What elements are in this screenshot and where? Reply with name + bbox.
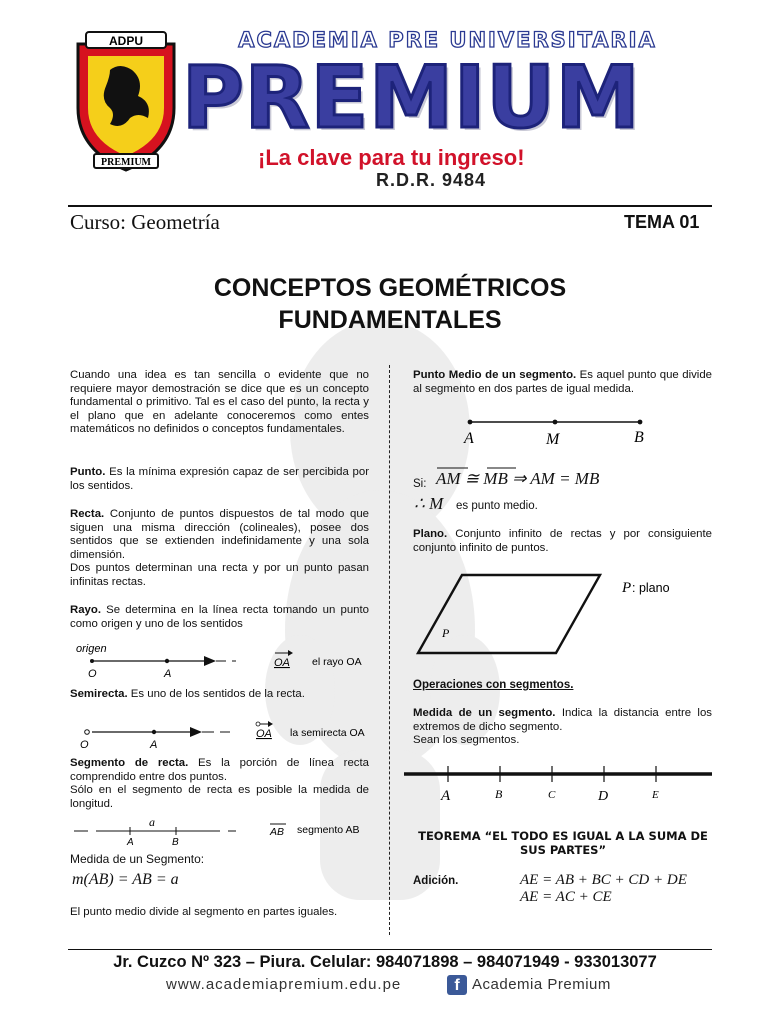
- teorema-heading: [413, 829, 713, 857]
- footer-address: Jr. Cuzco Nº 323 – Piura. Celular: 984071898 – 984071949 - 933013077: [113, 953, 657, 971]
- plano-P-label: P: [622, 580, 632, 596]
- segment-point-C: C: [548, 789, 556, 801]
- segment-point-A: A: [441, 788, 451, 804]
- medida-segmento-term: Medida de un segmento.: [413, 707, 556, 719]
- pm-B-label: B: [634, 429, 644, 446]
- header-divider: [68, 205, 712, 207]
- rayo-definition: [70, 604, 369, 631]
- rayo-A-label: A: [164, 668, 172, 680]
- title-line-1: CONCEPTOS GEOMÉTRICOS: [213, 274, 567, 302]
- es-punto-medio: es punto medio.: [456, 500, 538, 512]
- column-divider: [389, 365, 390, 935]
- segment-point-B: B: [495, 787, 503, 801]
- punto-medio-formula: AM ≅ MB ⇒ AM = MB: [436, 469, 600, 488]
- rdr-number: R.D.R. 9484: [376, 170, 487, 190]
- segmento-definition: [70, 757, 369, 811]
- footer-website[interactable]: www.academiapremium.edu.pe: [166, 976, 402, 993]
- punto-term: Punto.: [70, 466, 106, 478]
- tagline: ¡La clave para tu ingreso!: [258, 145, 525, 170]
- medida-segmento-text: Indica la distancia entre los extremos de dicho segmento.: [413, 707, 712, 733]
- segment-point-E: E: [652, 789, 659, 801]
- rayo-figure: [70, 640, 370, 682]
- semirecta-term: Semirecta.: [70, 688, 128, 700]
- course-label: Curso: Geometría: [70, 210, 220, 234]
- medida-title: Medida de un Segmento:: [70, 852, 205, 866]
- academy-line: ACADEMIA PRE UNIVERSITARIA: [238, 28, 657, 52]
- recta-term: Recta.: [70, 508, 105, 520]
- teorema-line-2: SUS PARTES”: [519, 843, 607, 857]
- pm-M-label: M: [546, 431, 560, 448]
- segmento-A-label: A: [127, 837, 134, 848]
- adicion-equation-2: AE = AC + CE: [520, 889, 612, 905]
- formula-overlines: [436, 465, 526, 471]
- segmento-figure: [70, 814, 370, 850]
- tema-label: TEMA 01: [624, 212, 700, 232]
- plano-P-inside: P: [442, 626, 450, 640]
- si-label: Si:: [413, 478, 427, 490]
- medida-formula: m(AB) = AB = a: [72, 871, 179, 888]
- segment-point-D: D: [598, 789, 609, 804]
- plano-caption: : plano: [632, 581, 670, 595]
- adicion-equation-1: AE = AB + BC + CD + DE: [520, 872, 687, 888]
- segmento-term: Segmento de recta.: [70, 757, 189, 769]
- rayo-notation: OA: [274, 657, 290, 669]
- punto-definition: [70, 466, 369, 493]
- segmento-notation: AB: [270, 826, 285, 838]
- operaciones-heading: Operaciones con segmentos.: [413, 679, 574, 691]
- shield-top-text: ADPU: [108, 34, 144, 48]
- recta-definition: [70, 508, 369, 589]
- facebook-icon[interactable]: f: [447, 975, 467, 995]
- semirecta-caption: la semirecta OA: [290, 727, 365, 739]
- punto-medio-figure: [450, 410, 670, 450]
- title-line-2: FUNDAMENTALES: [278, 306, 502, 334]
- academy-shield-logo: [72, 30, 180, 174]
- brand-name: PREMIUM: [182, 48, 641, 148]
- recta-text: Conjunto de puntos dispuestos de tal modo que siguen una misma dirección (colineales), posee dos sentidos que se extienden indefinidamente y una sola dimensión.: [70, 508, 369, 561]
- segmento-a-label: a: [149, 815, 155, 829]
- medida-segmento-definition: [413, 707, 712, 748]
- plano-figure: [410, 565, 710, 665]
- semirecta-A-label: A: [150, 739, 158, 751]
- semirecta-text: Es uno de los sentidos de la recta.: [127, 688, 305, 700]
- punto-text: Es la mínima expresión capaz de ser percibida por los sentidos.: [70, 466, 369, 492]
- adicion-label: Adición.: [413, 875, 459, 887]
- shield-bottom-text: PREMIUM: [101, 157, 151, 168]
- segmento-text-2: Sólo en el segmento de recta es posible la medida de longitud.: [70, 784, 369, 810]
- rayo-term: Rayo.: [70, 604, 102, 616]
- semirecta-definition: [70, 688, 369, 702]
- recta-text-2: Dos puntos determinan una recta y por un punto pasan infinitas rectas.: [70, 562, 369, 588]
- rayo-origen-label: origen: [76, 643, 107, 655]
- plano-definition: [413, 528, 712, 555]
- plano-term: Plano.: [413, 528, 448, 540]
- page-title: [100, 272, 680, 336]
- segments-figure: [404, 762, 716, 806]
- rayo-caption: el rayo OA: [312, 656, 362, 668]
- plano-text: Conjunto infinito de rectas y por consiguiente conjunto infinito de puntos.: [413, 528, 712, 554]
- footer-facebook[interactable]: Academia Premium: [472, 976, 611, 993]
- medida-segmento-text-2: Sean los segmentos.: [413, 734, 520, 746]
- rayo-O-label: O: [88, 668, 97, 680]
- therefore-M: ∴ M: [414, 494, 444, 513]
- teorema-line-1: TEOREMA “EL TODO ES IGUAL A LA SUMA DE: [418, 829, 708, 843]
- punto-medio-term: Punto Medio de un segmento.: [413, 369, 577, 381]
- segmento-B-label: B: [172, 837, 179, 848]
- segmento-caption: segmento AB: [297, 824, 360, 836]
- semirecta-O-label: O: [80, 739, 89, 751]
- pm-A-label: A: [464, 430, 474, 447]
- semirecta-notation: OA: [256, 728, 272, 740]
- segmento-text: Es la porción de línea recta comprendido entre dos puntos.: [70, 757, 369, 783]
- punto-medio-definition: [413, 369, 712, 396]
- punto-medio-text: Es aquel punto que divide al segmento en dos partes de igual medida.: [413, 369, 712, 395]
- punto-medio-note: El punto medio divide al segmento en partes iguales.: [70, 906, 338, 918]
- intro-paragraph: Cuando una idea es tan sencilla o evidente que no requiere mayor demostración se dice que es un concepto fundamental o primitivo. Tal es el caso del punto, la recta y el plano que en adelante conoceremos como entes matemáticos no definidos o conceptos fundamentales.: [70, 369, 369, 435]
- semirecta-figure: [70, 716, 370, 752]
- rayo-text: Se determina en la línea recta tomando un punto como origen y uno de los sentidos: [70, 604, 369, 630]
- footer-divider: [68, 949, 712, 950]
